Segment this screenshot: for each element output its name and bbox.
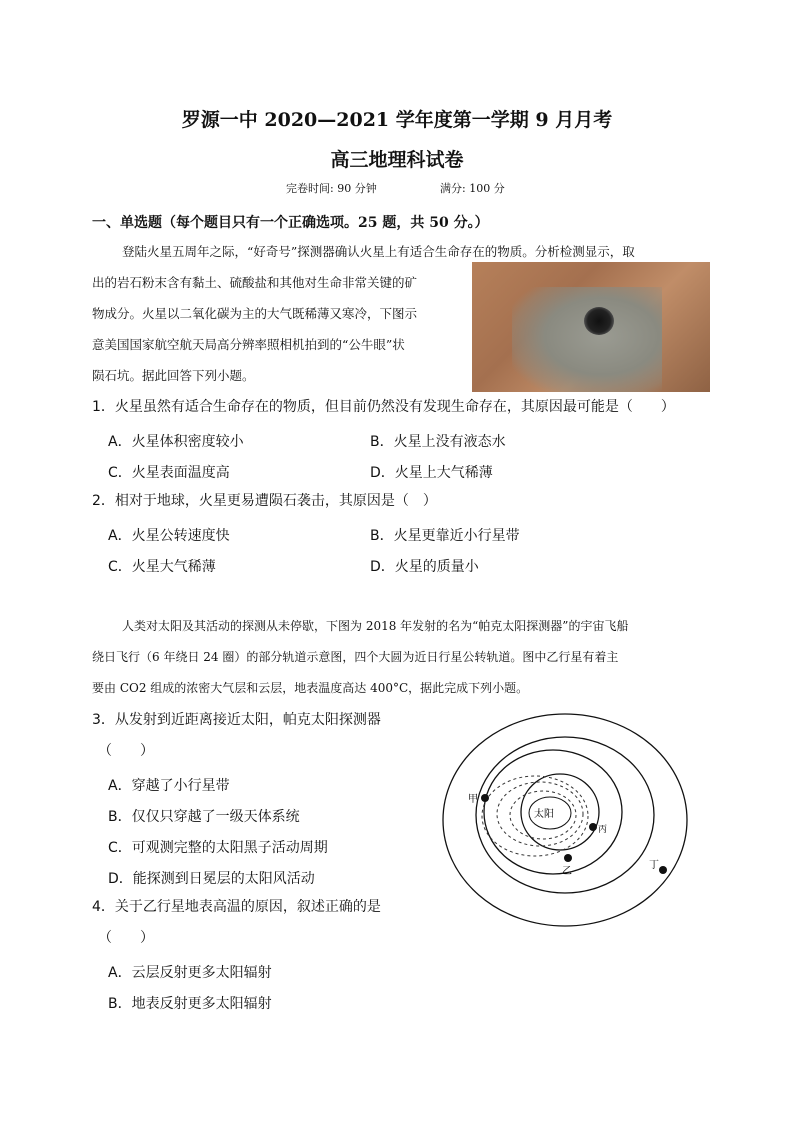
drill-hole	[584, 307, 614, 335]
passage2-line2: 绕日飞行（6 年绕日 24 圈）的部分轨道示意图，四个大圆为近日行星公转轨道。图中乙行星有着主	[92, 650, 619, 664]
exam-subtitle: 高三地理科试卷	[330, 149, 464, 171]
q1-stem: 1．火星虽然有适合生命存在的物质，但目前仍然没有发现生命存在，其原因最可能是（ ）	[92, 399, 675, 415]
q3-stem-paren: （ ）	[98, 743, 154, 759]
q1-option-c[interactable]: C．火星表面温度高	[108, 465, 230, 481]
planet-ding	[659, 866, 667, 874]
q4-stem: 4．关于乙行星地表高温的原因，叙述正确的是	[92, 899, 381, 915]
passage1-line1: 登陆火星五周年之际，“好奇号”探测器确认火星上有适合生命存在的物质。分析检测显示，取	[122, 244, 635, 259]
planet-bing-label: 丙	[598, 825, 608, 835]
sun-label: 太阳	[534, 809, 554, 820]
planet-ding-label: 丁	[649, 860, 659, 871]
q4-option-b[interactable]: B．地表反射更多太阳辐射	[108, 996, 272, 1012]
q4-option-a[interactable]: A．云层反射更多太阳辐射	[108, 965, 272, 981]
q3-option-b[interactable]: B．仅仅只穿越了一级天体系统	[108, 809, 300, 825]
q2-option-a[interactable]: A．火星公转速度快	[108, 528, 230, 544]
section-heading: 一、单选题（每个题目只有一个正确选项。25 题，共 50 分。）	[92, 215, 489, 231]
parker-orbit-diagram	[440, 700, 690, 930]
q2-option-d[interactable]: D．火星的质量小	[370, 559, 479, 575]
passage2-line1: 人类对太阳及其活动的探测从未停歇，下图为 2018 年发射的名为“帕克太阳探测器”的宇宙飞船	[122, 619, 629, 633]
q2-option-c[interactable]: C．火星大气稀薄	[108, 559, 216, 575]
passage1-line4: 意美国国家航空航天局高分辨率照相机拍到的“公牛眼”状	[92, 337, 405, 352]
q3-option-a[interactable]: A．穿越了小行星带	[108, 778, 230, 794]
q1-option-a[interactable]: A．火星体积密度较小	[108, 434, 244, 450]
planet-yi-label: 乙	[562, 866, 572, 877]
q1-option-d[interactable]: D．火星上大气稀薄	[370, 465, 493, 481]
q2-option-b[interactable]: B．火星更靠近小行星带	[370, 528, 520, 544]
planet-yi	[564, 854, 572, 862]
q3-option-d[interactable]: D．能探测到日冕层的太阳风活动	[108, 871, 315, 887]
q4-stem-paren: （ ）	[98, 930, 154, 946]
passage1-line2: 出的岩石粉末含有黏土、硫酸盐和其他对生命非常关键的矿	[92, 275, 418, 290]
exam-title: 罗源一中 2020—2021 学年度第一学期 9 月月考	[181, 109, 613, 131]
passage2-line3: 要由 CO2 组成的浓密大气层和云层，地表温度高达 400°C，据此完成下列小题。	[92, 681, 529, 695]
planet-jia	[481, 794, 489, 802]
q2-stem: 2．相对于地球，火星更易遭陨石袭击，其原因是（ ）	[92, 493, 437, 509]
passage1-line5: 陨石坑。据此回答下列小题。	[92, 368, 255, 383]
exam-score: 满分: 100 分	[440, 182, 505, 195]
planet-jia-label: 甲	[468, 794, 478, 805]
q3-stem: 3．从发射到近距离接近太阳，帕克太阳探测器	[92, 712, 381, 728]
q3-option-c[interactable]: C．可观测完整的太阳黑子活动周期	[108, 840, 328, 856]
passage1-line3: 物成分。火星以二氧化碳为主的大气既稀薄又寒冷，下图示	[92, 306, 418, 321]
exam-time: 完卷时间: 90 分钟	[286, 182, 377, 195]
q1-option-b[interactable]: B．火星上没有液态水	[370, 434, 506, 450]
rock-powder-pile	[512, 287, 662, 392]
planet-bing	[589, 823, 597, 831]
mars-crater-photo	[472, 262, 710, 392]
